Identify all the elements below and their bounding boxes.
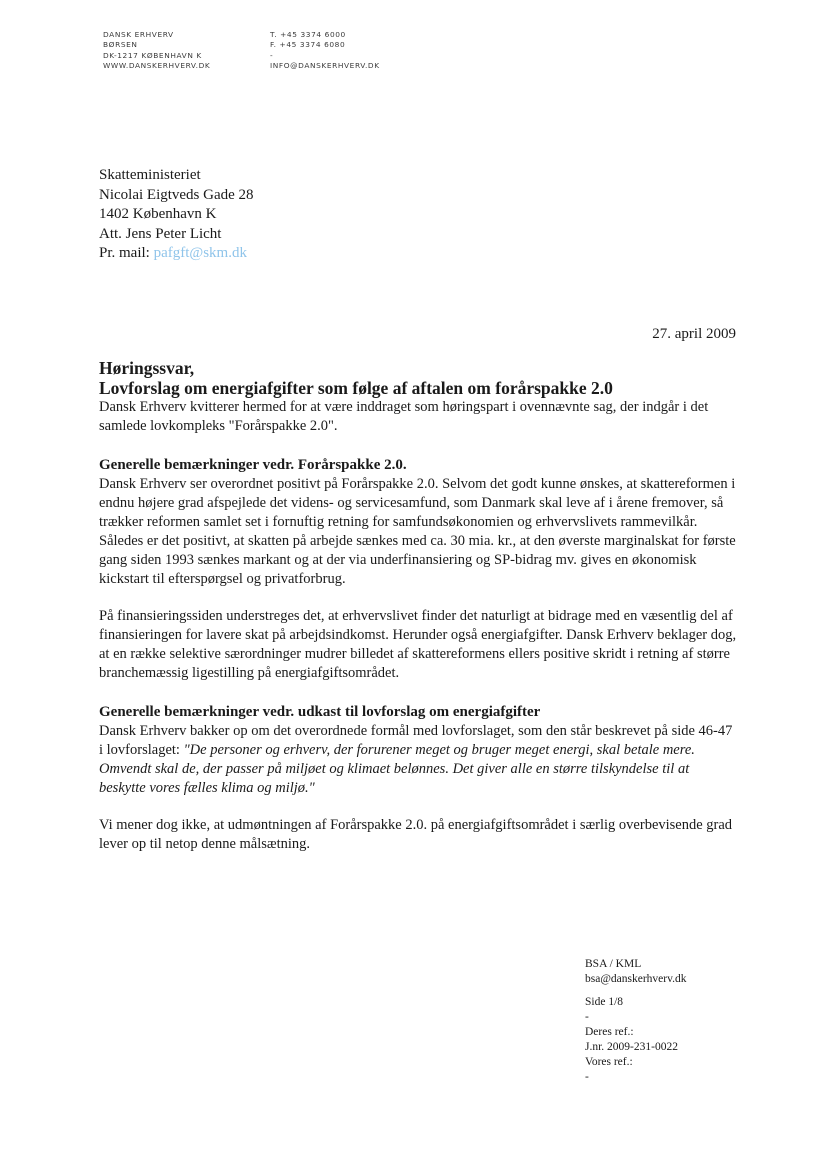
letterhead-company: DANSK ERHVERV: [103, 30, 174, 39]
ref-email: bsa@danskerhverv.dk: [585, 973, 687, 985]
section2-paragraph-2: Vi mener dog ikke, at udmøntningen af Forårspakke 2.0. på energiafgiftsområdet i særlig overbevisende grad lever op til netop denne målsætning.: [99, 817, 733, 852]
letter-body: [99, 358, 739, 854]
recipient-name: Skatteministeriet: [99, 167, 201, 183]
ref-vores: Vores ref.:: [585, 1056, 633, 1068]
ref-dash-2: -: [585, 1071, 589, 1083]
letterhead-phone: T. +45 3374 6000: [270, 30, 346, 39]
letter-subject: Lovforslag om energiafgifter som følge af aftalen om forårspakke 2.0: [99, 378, 613, 398]
recipient-street: Nicolai Eigtveds Gade 28: [99, 186, 254, 203]
letter-title: Høringssvar,: [99, 358, 195, 378]
ref-deres: Deres ref.:: [585, 1026, 634, 1038]
section1-paragraph-2: På finansieringssiden understreges det, at erhvervslivet finder det naturligt at bidrage med en væsentlig del af finansieringen for lavere skat på arbejdsindkomst. Herunder også energiafgifter. Dansk Erhverv beklager dog, at en række selektive særordninger mudrer billedet af skattereformens ellers positive skridt i retning af større branchemæssig ligestilling på energiafgiftsområdet.: [99, 608, 737, 681]
ref-page: Side 1/8: [585, 996, 624, 1008]
section2-paragraph-1: [99, 722, 739, 798]
letterhead-fax: F. +45 3374 6080: [270, 40, 346, 50]
section2-quote: "De personer og erhverv, der forurener meget og bruger meget energi, skal betale mere. Omvendt skal de, der passer på miljøet og klimaet belønnes. Det giver alle en større tilskyndelse til at beskytte vores fælles klima og miljø.": [99, 742, 695, 796]
mail-label: Pr. mail:: [99, 245, 150, 261]
letterhead-dash: -: [270, 50, 274, 60]
recipient-mail-link[interactable]: pafgft@skm.dk: [153, 245, 247, 261]
letterhead-email: INFO@DANSKERHVERV.DK: [270, 60, 380, 70]
section2-paragraph-1-text: Dansk Erhverv bakker op om det overordnede formål med lovforslaget, som den står beskrevet på side 46-47 i lovforslaget:: [99, 723, 733, 758]
ref-jnr: J.nr. 2009-231-0022: [585, 1041, 678, 1053]
letter-date: 27. april 2009: [652, 326, 736, 342]
section1-paragraph-1: Dansk Erhverv ser overordnet positivt på Forårspakke 2.0. Selvom det godt kunne ønskes, at skattereformen i endnu højere grad afspejlede det videns- og servicesamfund, som Danmark skal leve af i årene fremover, så trækker reformen samlet set i fornuftig retning for samfundsøkonomien og erhvervslivets rammevilkår. Således er det positivt, at skatten på arbejde sænkes med ca. 30 mia. kr., at den øverste marginalskat for første gang siden 1993 sænkes markant og at der via underfinansiering og SP-bidrag mv. gives en økonomisk kickstart til efterspørgsel og privatforbrug.: [99, 476, 736, 587]
section2-heading: Generelle bemærkninger vedr. udkast til lovforslag om energiafgifter: [99, 704, 541, 720]
letterhead-city: DK-1217 KØBENHAVN K: [103, 50, 202, 60]
recipient-att: Att. Jens Peter Licht: [99, 225, 222, 242]
recipient-mail-line: [99, 244, 254, 264]
letterhead-address: [103, 30, 210, 71]
letterhead-website: WWW.DANSKERHVERV.DK: [103, 60, 211, 70]
ref-dash-1: -: [585, 1011, 589, 1023]
recipient-address: [99, 166, 254, 264]
ref-initials: BSA / KML: [585, 958, 642, 970]
section1-heading: Generelle bemærkninger vedr. Forårspakke 2.0.: [99, 457, 407, 473]
recipient-city: 1402 København K: [99, 206, 217, 222]
intro-paragraph: Dansk Erhverv kvitterer hermed for at være inddraget som høringspart i ovennævnte sag, der indgår i det samlede lovkompleks "Forårspakke 2.0".: [99, 399, 709, 434]
letterhead-building: BØRSEN: [103, 40, 138, 50]
reference-block: [585, 957, 687, 1085]
letterhead-contact: [270, 30, 380, 71]
